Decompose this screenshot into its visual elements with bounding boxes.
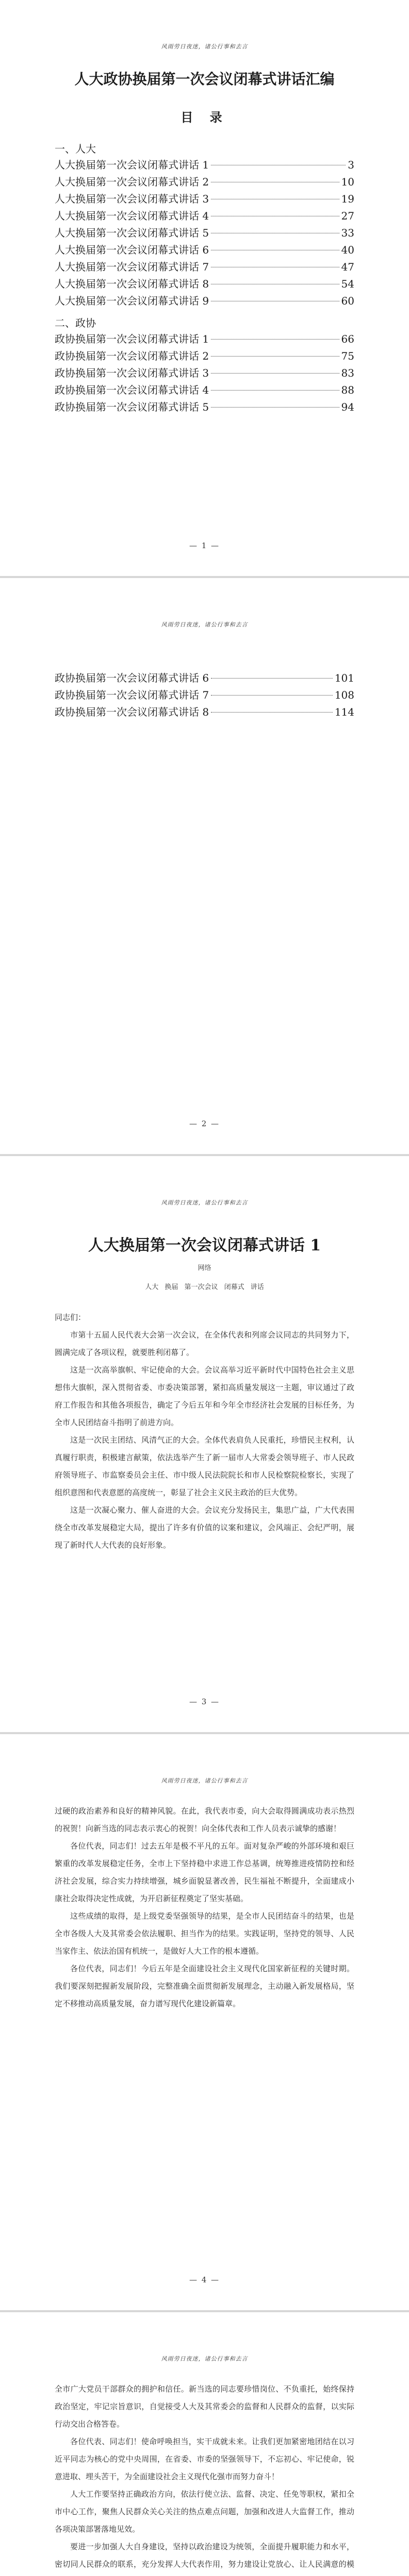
salutation: 同志们：	[55, 1313, 86, 1322]
toc-item-page: 60	[341, 295, 354, 307]
toc-item[interactable]	[55, 365, 354, 382]
toc-item-page: 88	[341, 384, 354, 396]
page-3	[0, 1156, 409, 1732]
toc-item[interactable]	[55, 276, 354, 293]
page-header: 风雨劳日夜迷，诸公行事和去言	[161, 1199, 248, 1206]
speech-body	[55, 1734, 354, 2012]
toc-heading: 目 录	[181, 110, 228, 125]
paragraph: 市第十五届人民代表大会第一次会议，在全体代表和列席会议同志的共同努力下，圆满完成了各项议程，就要胜利闭幕了。	[55, 1330, 354, 1357]
toc-item[interactable]	[55, 348, 354, 365]
paragraph: 这是一次高举旗帜、牢记使命的大会。会议高举习近平新时代中国特色社会主义思想伟大旗帜，深入贯彻省委、市委决策部署，紧扣高质量发展这一主题，审议通过了政府工作报告和其他各项报告，确定了今后五年和今年全市经济社会发展的目标任务，为全市人民团结奋斗指明了前进方向。	[55, 1365, 354, 1427]
page-number: — 4 —	[189, 2275, 220, 2284]
toc-leader	[211, 373, 339, 374]
toc-leader	[211, 678, 333, 679]
toc-item-page: 33	[341, 227, 354, 239]
toc-item[interactable]	[55, 174, 354, 191]
paragraph: 各位代表，同志们！过去五年是极不平凡的五年。面对复杂严峻的外部环境和艰巨繁重的改革发展稳定任务，全市上下坚持稳中求进工作总基调，统筹推进疫情防控和经济社会发展，综合实力持续增强，城乡面貌显著改善，民生福祉不断提升，全面建成小康社会取得决定性成就，为开启新征程奠定了坚实基础。	[55, 1841, 354, 1903]
toc-item-page: 27	[341, 210, 354, 222]
toc-leader	[211, 407, 339, 408]
toc-item[interactable]	[55, 293, 354, 310]
speech-body	[55, 2312, 354, 2576]
toc-item[interactable]	[55, 259, 354, 276]
page-number: — 1 —	[189, 541, 220, 550]
toc-leader	[211, 339, 339, 340]
paragraph: 这些成绩的取得，是上级党委坚强领导的结果，是全市人民团结奋斗的结果，也是全市各级人大及其常委会依法履职、担当作为的结果。实践证明，坚持党的领导、人民当家作主、依法治国有机统一，是做好人大工作的根本遵循。	[55, 1911, 354, 1956]
paragraph: 全市广大党员干部群众的拥护和信任。新当选的同志要珍惜岗位、不负重托，始终保持政治坚定，牢记宗旨意识，自觉接受人大及其常委会的监督和人民群众的监督，以实际行动交出合格答卷。	[55, 2384, 354, 2429]
speech-body	[55, 1309, 354, 1554]
toc-leader	[211, 356, 339, 357]
toc-item-page: 94	[341, 401, 354, 413]
toc-item-page: 47	[341, 261, 354, 273]
toc-item-label: 人大换届第一次会议闭幕式讲话 4	[55, 210, 209, 222]
toc-item[interactable]	[55, 191, 354, 208]
page-2	[0, 578, 409, 1154]
toc-item-page: 114	[334, 706, 354, 718]
toc-item-label: 政协换届第一次会议闭幕式讲话 7	[55, 689, 209, 701]
page-header: 风雨劳日夜迷，诸公行事和去言	[161, 2355, 248, 2362]
paragraph: 各位代表、同志们！使命呼唤担当，实干成就未来。让我们更加紧密地团结在以习近平同志为核心的党中央周围，在省委、市委的坚强领导下，不忘初心、牢记使命，锐意进取、埋头苦干，为全面建设社会主义现代化强市而努力奋斗！	[55, 2437, 354, 2481]
toc-item-page: 75	[341, 350, 354, 362]
toc-item-page: 3	[348, 159, 354, 171]
toc-section-title: 二、政协	[55, 317, 96, 329]
toc-item-page: 40	[341, 244, 354, 256]
page-4	[0, 1734, 409, 2310]
toc-item[interactable]	[55, 242, 354, 259]
toc-leader	[211, 390, 339, 391]
toc-leader	[211, 695, 333, 696]
toc-item-page: 10	[341, 176, 354, 188]
toc-item-label: 政协换届第一次会议闭幕式讲话 6	[55, 672, 209, 684]
toc-section-renda	[55, 141, 354, 310]
paragraph: 要进一步加强人大自身建设，坚持以政治建设为统领，全面提升履职能力和水平，密切同人民群众的联系，充分发挥人大代表作用，努力建设让党放心、让人民满意的模	[55, 2542, 354, 2569]
speech-keywords: 人大 换届 第一次会议 闭幕式 讲话	[145, 1283, 264, 1291]
toc-item-label: 人大换届第一次会议闭幕式讲话 3	[55, 193, 209, 205]
page-1	[0, 0, 409, 576]
toc-item[interactable]	[55, 382, 354, 399]
page-header: 风雨劳日夜迷，诸公行事和去言	[161, 43, 248, 50]
toc-leader	[211, 712, 333, 713]
toc-item[interactable]	[55, 687, 354, 704]
toc-item[interactable]	[55, 225, 354, 242]
toc-item[interactable]	[55, 208, 354, 225]
toc-item[interactable]	[55, 399, 354, 416]
paragraph: 这是一次民主团结、风清气正的大会。全体代表肩负人民重托，珍惜民主权利，认真履行职责，积极建言献策，依法选举产生了新一届市人大常委会领导班子、市人民政府领导班子、市监察委员会主任、市中级人民法院院长和市人民检察院检察长，实现了组织意图和代表意愿的高度统一，彰显了社会主义民主政治的巨大优势。	[55, 1435, 354, 1497]
toc-continued	[55, 578, 354, 721]
toc-item-label: 人大换届第一次会议闭幕式讲话 7	[55, 261, 209, 273]
paragraph: 这是一次凝心聚力、催人奋进的大会。会议充分发扬民主，集思广益，广大代表围绕全市改革发展稳定大局，提出了许多有价值的议案和建议，会风端正、会纪严明，展现了新时代人大代表的良好形象。	[55, 1505, 354, 1550]
toc-item-label: 政协换届第一次会议闭幕式讲话 4	[55, 384, 209, 396]
toc-item-label: 政协换届第一次会议闭幕式讲话 2	[55, 350, 209, 362]
toc-item-label: 政协换届第一次会议闭幕式讲话 3	[55, 367, 209, 379]
page-5	[0, 2312, 409, 2576]
toc-item-label: 人大换届第一次会议闭幕式讲话 1	[55, 159, 209, 171]
toc-item-page: 108	[334, 689, 354, 701]
toc-item-page: 83	[341, 367, 354, 379]
page-header: 风雨劳日夜迷，诸公行事和去言	[161, 621, 248, 628]
toc-item-label: 政协换届第一次会议闭幕式讲话 8	[55, 706, 209, 718]
toc-item-label: 人大换届第一次会议闭幕式讲话 8	[55, 278, 209, 290]
toc-item-page: 19	[341, 193, 354, 205]
toc-item-label: 人大换届第一次会议闭幕式讲话 9	[55, 295, 209, 307]
toc-item[interactable]	[55, 670, 354, 687]
toc-section-zhengxie	[55, 315, 354, 416]
page-number: — 2 —	[189, 1119, 220, 1128]
page-number: — 3 —	[189, 1697, 220, 1706]
toc-item-label: 政协换届第一次会议闭幕式讲话 5	[55, 401, 209, 413]
paragraph: 过硬的政治素养和良好的精神风貌。在此，我代表市委，向大会取得圆满成功表示热烈的祝贺！向新当选的同志表示衷心的祝贺！向全体代表和工作人员表示诚挚的感谢！	[55, 1806, 354, 1833]
toc-item-label: 人大换届第一次会议闭幕式讲话 2	[55, 176, 209, 188]
toc-item[interactable]	[55, 331, 354, 348]
toc-item-page: 54	[341, 278, 354, 290]
toc-item[interactable]	[55, 157, 354, 174]
paragraph: 各位代表，同志们！今后五年是全面建设社会主义现代化国家新征程的关键时期。我们要深刻把握新发展阶段，完整准确全面贯彻新发展理念，主动融入新发展格局，坚定不移推动高质量发展，奋力谱写现代化建设新篇章。	[55, 1964, 354, 2008]
document-title: 人大政协换届第一次会议闭幕式讲话汇编	[74, 71, 335, 88]
page-header: 风雨劳日夜迷，诸公行事和去言	[161, 1777, 248, 1784]
toc-item-label: 人大换届第一次会议闭幕式讲话 5	[55, 227, 209, 239]
toc-item-label: 政协换届第一次会议闭幕式讲话 1	[55, 333, 209, 345]
speech-title: 人大换届第一次会议闭幕式讲话 1	[88, 1236, 321, 1255]
toc-item[interactable]	[55, 704, 354, 721]
speech-source: 网络	[198, 1264, 211, 1272]
toc-item-page: 101	[334, 672, 354, 684]
toc-item-label: 人大换届第一次会议闭幕式讲话 6	[55, 244, 209, 256]
toc-item-page: 66	[341, 333, 354, 345]
paragraph: 人大工作要坚持正确政治方向，依法行使立法、监督、决定、任免等职权，紧扣全市中心工作，聚焦人民群众关心关注的热点难点问题，加强和改进人大监督工作，推动各项决策部署落地见效。	[55, 2489, 354, 2534]
toc-section-title: 一、人大	[55, 143, 96, 155]
